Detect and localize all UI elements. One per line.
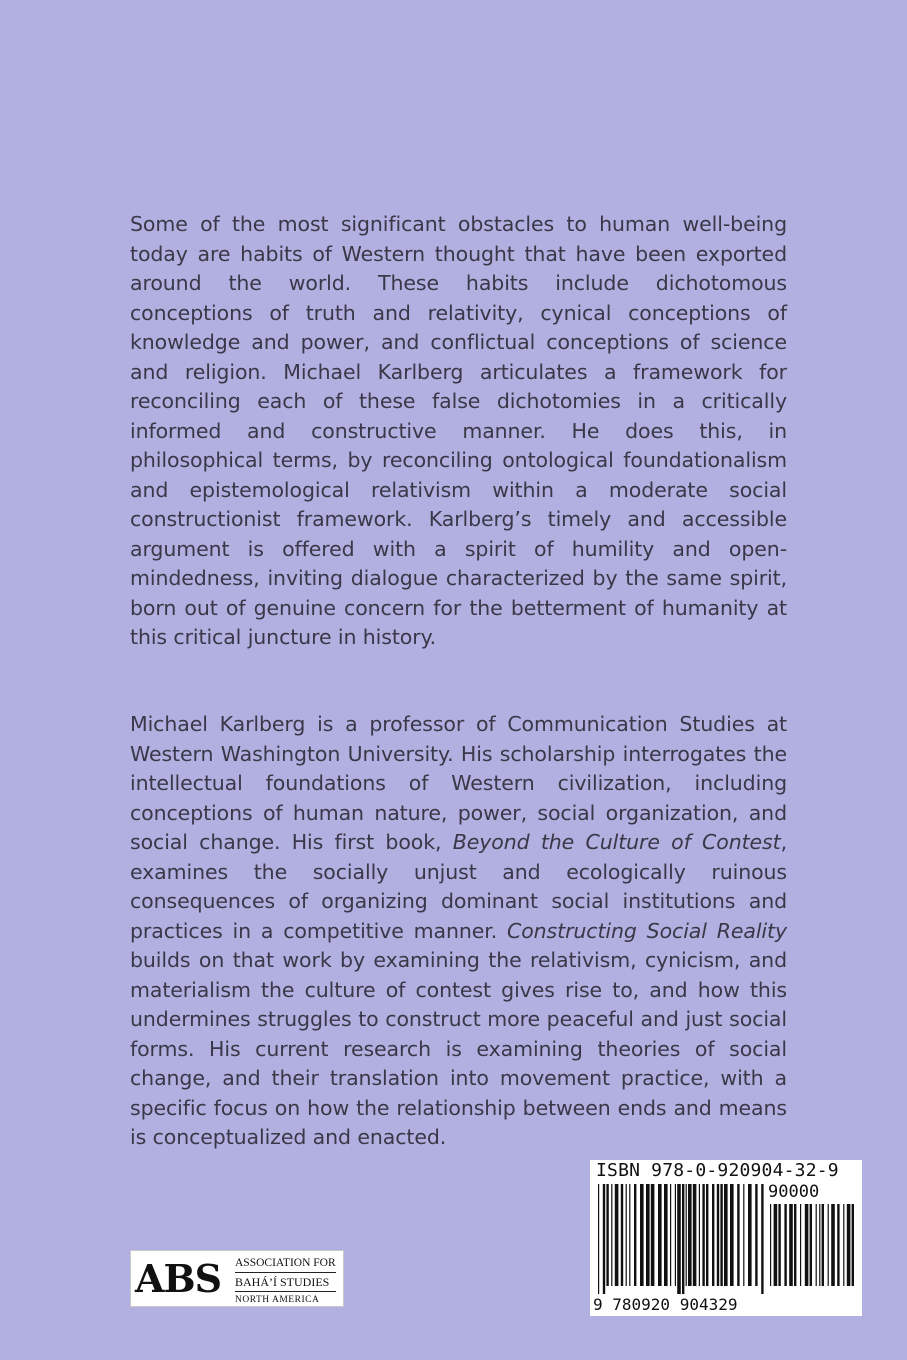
barcode-bar xyxy=(810,1204,812,1286)
isbn-barcode xyxy=(590,1160,862,1316)
barcode-bar xyxy=(699,1184,700,1286)
barcode-bar xyxy=(688,1184,692,1286)
barcode-bar xyxy=(693,1184,697,1286)
barcode-bar xyxy=(670,1184,671,1286)
barcode-bar xyxy=(720,1184,722,1286)
isbn-label: ISBN 978-0-920904-32-9 xyxy=(596,1160,839,1181)
barcode-bar xyxy=(651,1184,655,1286)
barcode-bar xyxy=(611,1184,612,1286)
publisher-line-3: NORTH AMERICA xyxy=(235,1295,320,1305)
barcode-bar xyxy=(686,1184,687,1286)
barcode-bar xyxy=(789,1204,793,1286)
barcode-bar xyxy=(658,1184,662,1286)
barcode-bar xyxy=(748,1184,752,1286)
barcode-bar xyxy=(847,1204,851,1286)
barcode-bar xyxy=(837,1204,839,1286)
barcode-bar xyxy=(778,1204,780,1286)
addon-barcode-bars xyxy=(770,1204,854,1294)
barcode-bar xyxy=(640,1184,644,1286)
barcode-bar xyxy=(712,1184,714,1286)
barcode-bar xyxy=(774,1204,778,1286)
barcode-bar xyxy=(634,1184,636,1286)
barcode-bar xyxy=(743,1184,744,1286)
bio-text-1: Michael Karlberg is a professor of Communication Studies at Western Washington University. His scholarship interrogates the intellectual foundations of Western civilization, including conceptions of human nature, power, social organization, and social change. His first book, xyxy=(130,712,787,854)
book-title-1: Beyond the Culture of Contest xyxy=(452,830,781,854)
barcode-bar xyxy=(794,1204,796,1286)
blurb-paragraph: Some of the most significant obstacles to human well-being today are habits of Western thought that have been exported around the world. These habits include dichotomous conceptions of truth and relativity, cynical conceptions of knowledge and power, and conflictual conceptions of science and religion. Michael Karlberg articulates a framework for reconciling each of these false dichotomies in a critically informed and constructive manner. He does this, in philosophical terms, by reconciling ontological foundationalism and epistemological relativism within a moderate social constructionist framework. Karlberg’s timely and accessible argument is offered with a spirit of humility and open-mindedness, inviting dialogue characterized by the same spirit, born out of genuine concern for the betterment of humanity at this critical juncture in history. xyxy=(130,212,787,649)
barcode-bar xyxy=(737,1184,739,1286)
barcode-bar xyxy=(621,1184,623,1286)
bio-text-2: , examines the socially unjust and ecologically ruinous consequences of organizing dominant social institutions and practices in a competitive manner. xyxy=(130,830,787,943)
bio-text-3: builds on that work by examining the relativism, cynicism, and materialism the culture of contest gives rise to, and how this undermines struggles to construct more peaceful and just social forms. His current research is examining theories of social change, and their translation into movement practice, with a specific focus on how the relationship between ends and means is conceptualized and enacted. xyxy=(130,948,787,1149)
barcode-bar xyxy=(682,1184,684,1294)
barcode-bar xyxy=(784,1204,786,1286)
barcode-bar xyxy=(615,1184,619,1286)
barcode-bar xyxy=(852,1204,854,1286)
book-title-2: Constructing Social Reality xyxy=(507,918,788,943)
barcode-bar xyxy=(646,1184,650,1286)
barcode-bar xyxy=(717,1184,719,1286)
publisher-line-1: ASSOCIATION FOR xyxy=(235,1257,336,1273)
barcode-bar xyxy=(755,1184,757,1286)
barcode-bar xyxy=(675,1184,676,1286)
publisher-line-2: BAHÁ’Í STUDIES xyxy=(235,1273,336,1292)
barcode-bar xyxy=(730,1184,734,1286)
barcode-bar xyxy=(843,1204,844,1286)
barcode-bar xyxy=(800,1204,801,1286)
barcode-bar xyxy=(822,1204,824,1286)
barcode-bar xyxy=(724,1184,728,1286)
barcode-bar xyxy=(606,1184,608,1286)
barcode-bar xyxy=(805,1204,809,1286)
barcode-bar xyxy=(706,1184,708,1286)
barcode-bar xyxy=(770,1204,771,1286)
abs-logo-mark: ABS xyxy=(135,1256,222,1301)
publisher-name xyxy=(235,1257,336,1306)
author-bio-paragraph xyxy=(130,710,787,1153)
barcode-bar xyxy=(828,1204,829,1286)
publisher-logo xyxy=(130,1250,344,1307)
barcode-bar xyxy=(603,1184,605,1294)
barcode-bar xyxy=(677,1184,681,1294)
barcode-bar xyxy=(819,1204,820,1286)
barcode-bar xyxy=(626,1184,627,1286)
price-code: 90000 xyxy=(768,1182,820,1202)
barcode-bar xyxy=(702,1184,704,1286)
barcode-bar xyxy=(831,1204,835,1286)
barcode-bar xyxy=(629,1184,630,1286)
barcode-bar xyxy=(761,1184,763,1294)
barcode-bar xyxy=(598,1184,599,1294)
barcode-bar xyxy=(664,1184,668,1286)
ean-digits: 9 780920 904329 xyxy=(593,1295,738,1314)
ean-barcode-bars xyxy=(598,1184,764,1294)
barcode-bar xyxy=(816,1204,817,1286)
